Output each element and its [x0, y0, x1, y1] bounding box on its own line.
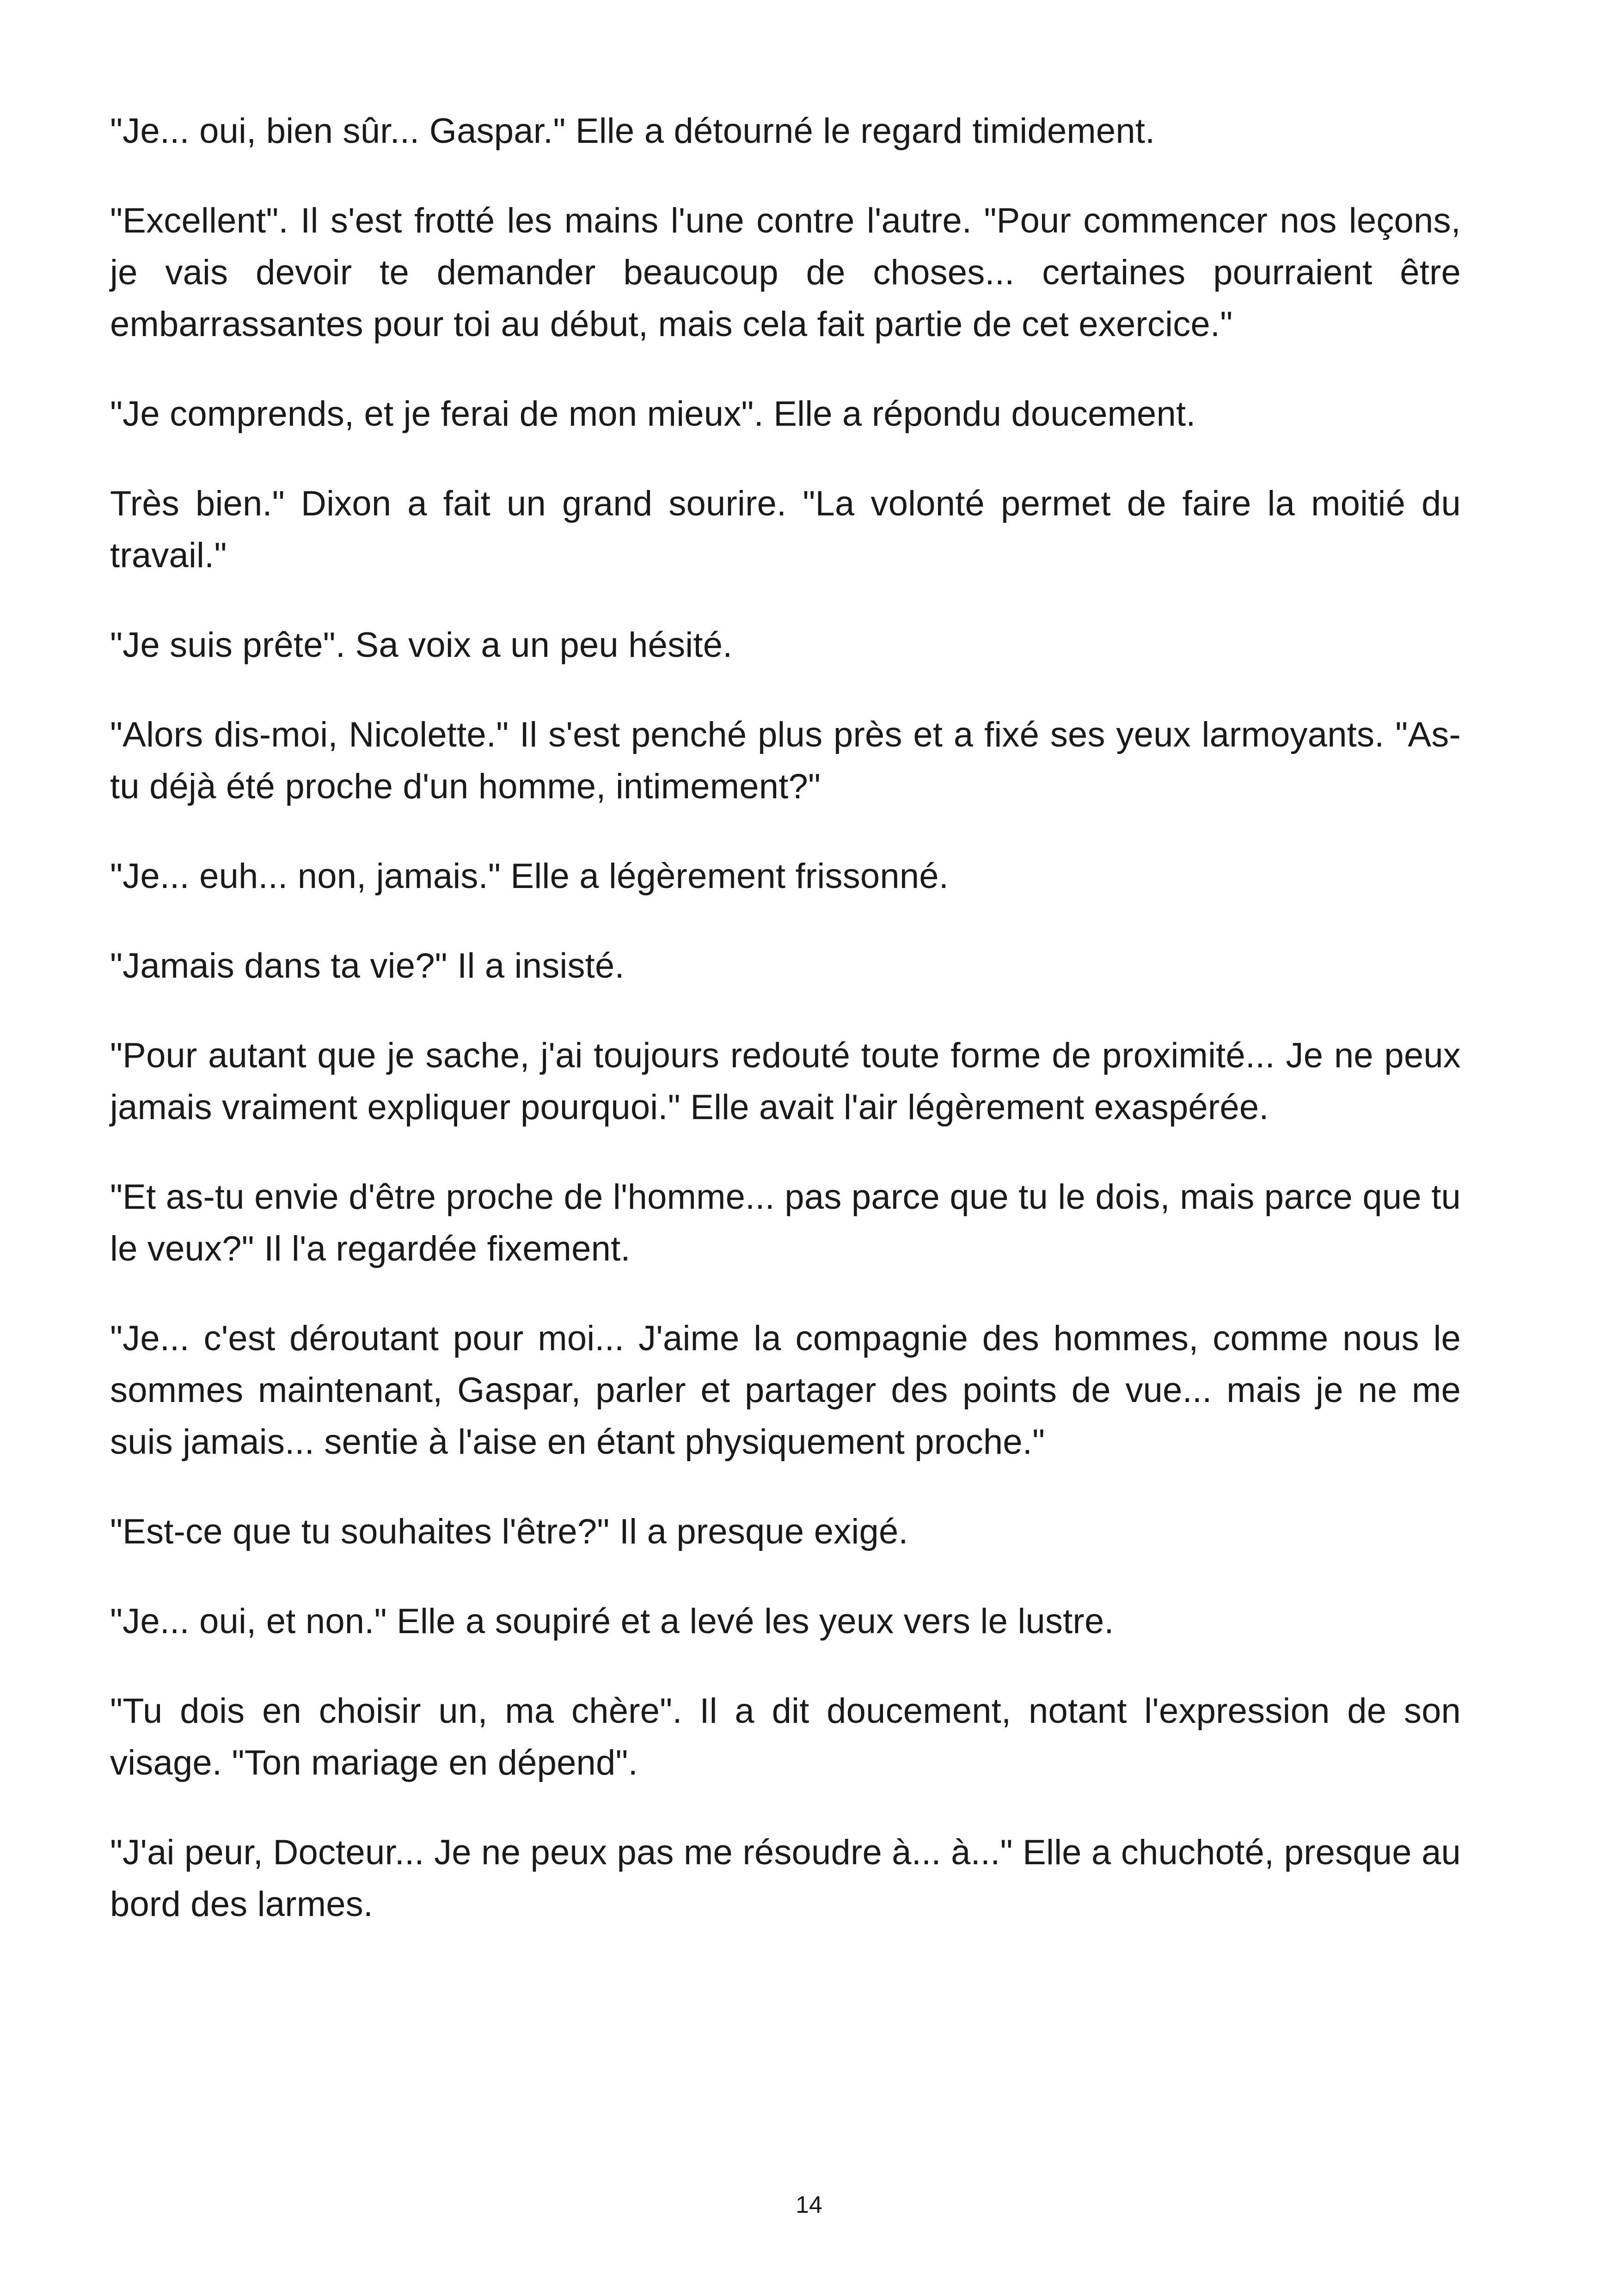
paragraph-9: "Pour autant que je sache, j'ai toujours redouté toute forme de proximité... Je ne peux jamais vraiment expliquer pourquoi." Elle avait l'air légèrement exaspérée. [110, 1036, 1461, 1127]
paragraph-13: "Je... oui, et non." Elle a soupiré et a levé les yeux vers le lustre. [110, 1602, 1114, 1641]
page-number: 14 [796, 2192, 822, 2218]
paragraph-5: "Je suis prête". Sa voix a un peu hésité. [110, 625, 733, 665]
body-text [110, 105, 1461, 1968]
paragraph-14: "Tu dois en choisir un, ma chère". Il a dit doucement, notant l'expression de son visage. "Ton mariage en dépend". [110, 1691, 1461, 1782]
paragraph-11: "Je... c'est déroutant pour moi... J'aime la compagnie des hommes, comme nous le sommes maintenant, Gaspar, parler et partager des points de vue... mais je ne me suis jamais... sentie à l'aise en étant physiquement proche." [110, 1319, 1461, 1462]
paragraph-1: "Je... oui, bien sûr... Gaspar." Elle a détourné le regard timidement. [110, 111, 1155, 151]
paragraph-8: "Jamais dans ta vie?" Il a insisté. [110, 946, 625, 986]
paragraph-3: "Je comprends, et je ferai de mon mieux". Elle a répondu doucement. [110, 394, 1196, 434]
paragraph-2: "Excellent". Il s'est frotté les mains l'une contre l'autre. "Pour commencer nos leçons, je vais devoir te demander beaucoup de choses... certaines pourraient être embarrassantes pour toi au début, mais cela fait partie de cet exercice." [110, 201, 1461, 344]
paragraph-10: "Et as-tu envie d'être proche de l'homme... pas parce que tu le dois, mais parce que tu le veux?" Il l'a regardée fixement. [110, 1177, 1461, 1268]
paragraph-12: "Est-ce que tu souhaites l'être?" Il a presque exigé. [110, 1512, 908, 1551]
paragraph-4: Très bien." Dixon a fait un grand sourire. "La volonté permet de faire la moitié du travail." [110, 484, 1461, 575]
paragraph-15: "J'ai peur, Docteur... Je ne peux pas me résoudre à... à..." Elle a chuchoté, presque au bord des larmes. [110, 1833, 1461, 1924]
paragraph-6: "Alors dis-moi, Nicolette." Il s'est penché plus près et a fixé ses yeux larmoyants. "As-tu déjà été proche d'un homme, intimement?" [110, 715, 1461, 806]
paragraph-7: "Je... euh... non, jamais." Elle a légèrement frissonné. [110, 857, 949, 896]
